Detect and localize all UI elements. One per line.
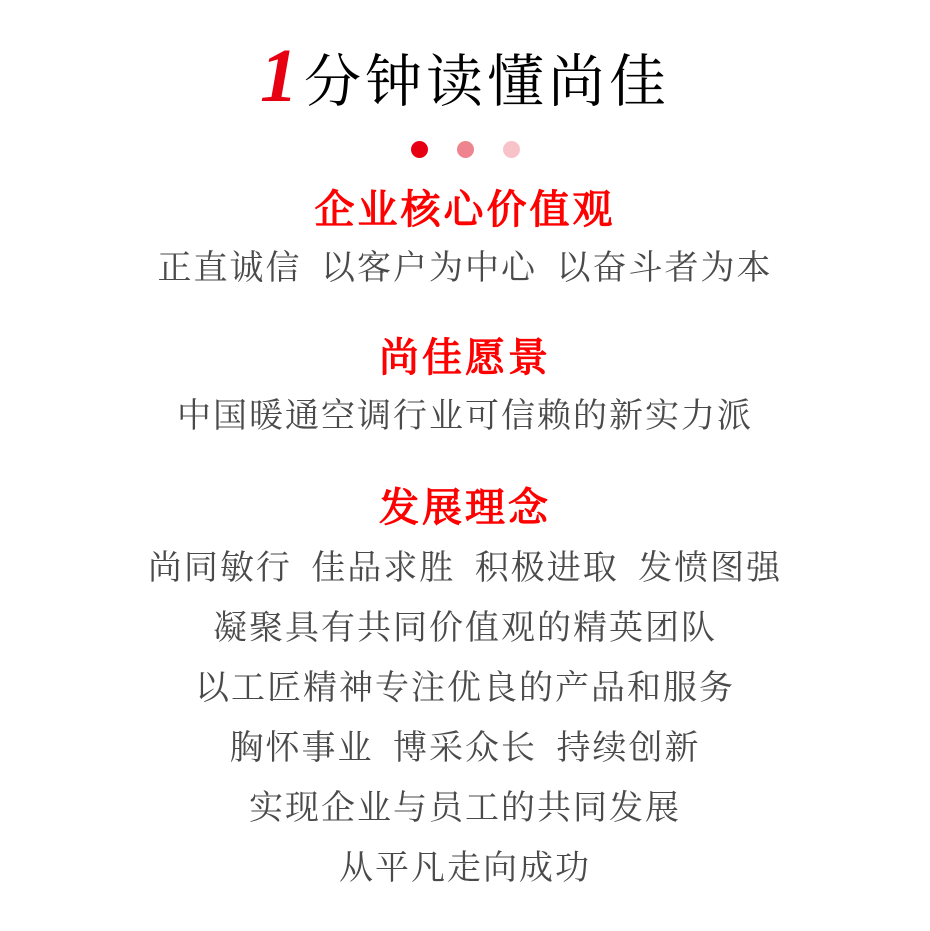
pagination-dots [0,140,930,158]
dot-icon-primary [411,141,428,158]
vision-line: 中国暖通空调行业可信赖的新实力派 [177,397,753,435]
core-values-line: 正直诚信 以客户为中心 以奋斗者为本 [157,249,773,287]
dot-icon-medium [457,141,474,158]
core-values-heading: 企业核心价值观 [314,188,616,232]
philosophy-lines [0,538,930,898]
dot-icon-light [503,141,520,158]
philosophy-line: 实现企业与员工的共同发展 [249,789,681,827]
page-title [0,0,930,120]
philosophy-heading: 发展理念 [379,486,551,530]
philosophy-line: 以工匠精神专注优良的产品和服务 [195,669,735,707]
title-text: 分钟读懂尚佳 [304,50,670,114]
section-vision [0,338,930,446]
section-core-values [0,190,930,298]
vision-heading: 尚佳愿景 [379,336,551,380]
philosophy-line: 从平凡走向成功 [339,849,591,887]
title-number: 1 [260,34,298,118]
philosophy-line: 凝聚具有共同价值观的精英团队 [213,609,717,647]
philosophy-line: 尚同敏行 佳品求胜 积极进取 发愤图强 [147,549,783,587]
section-development-philosophy [0,488,930,898]
philosophy-line: 胸怀事业 博采众长 持续创新 [229,729,701,767]
